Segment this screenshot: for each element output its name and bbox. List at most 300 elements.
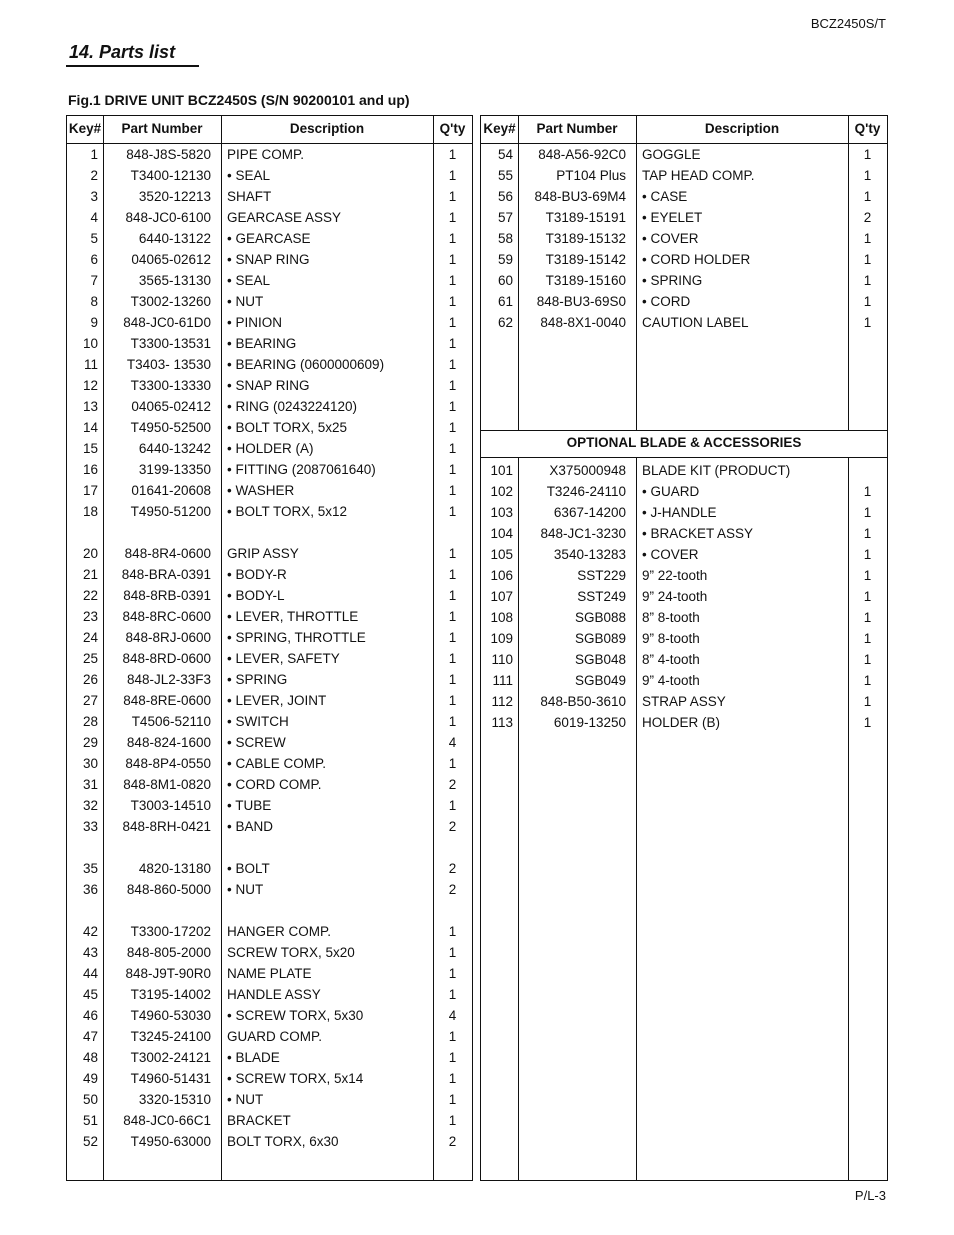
key-cell: 42	[82, 924, 98, 939]
description-cell: • LEVER, THROTTLE	[227, 609, 359, 624]
figure-title: Fig.1 DRIVE UNIT BCZ2450S (S/N 90200101 and up)	[68, 92, 410, 108]
qty-cell: 2	[448, 819, 457, 834]
description-cell: • BOLT TORX, 5x12	[227, 504, 348, 519]
qty-cell: 2	[863, 210, 872, 225]
description-cell: • CASE	[642, 189, 688, 204]
qty-cell: 1	[448, 483, 457, 498]
key-cell: 113	[491, 715, 513, 730]
key-cell: 101	[490, 463, 513, 478]
table-row	[67, 669, 472, 690]
key-cell: 15	[82, 441, 98, 456]
part-number-cell: T3189-15191	[545, 210, 626, 225]
key-cell: 108	[490, 610, 513, 625]
qty-cell: 1	[863, 315, 872, 330]
qty-cell: 1	[863, 715, 872, 730]
qty-cell: 1	[448, 630, 457, 645]
key-cell: 103	[490, 505, 513, 520]
part-number-cell: 3540-13283	[553, 547, 626, 562]
part-number-cell: 848-8RB-0391	[123, 588, 211, 603]
table-row	[481, 607, 887, 628]
key-cell: 20	[82, 546, 98, 561]
part-number-cell: T3300-17202	[130, 924, 211, 939]
key-cell: 26	[82, 672, 98, 687]
description-cell: BOLT TORX, 6x30	[227, 1134, 339, 1149]
table-row	[67, 1131, 472, 1152]
key-cell: 55	[497, 168, 513, 183]
qty-cell: 1	[448, 966, 457, 981]
key-cell: 13	[82, 399, 98, 414]
description-cell: SHAFT	[227, 189, 272, 204]
description-cell: • SNAP RING	[227, 378, 310, 393]
qty-cell: 1	[448, 1113, 457, 1128]
qty-cell: 1	[448, 714, 457, 729]
model-number: BCZ2450S/T	[810, 16, 886, 31]
table-row	[67, 333, 472, 354]
description-cell: • NUT	[227, 1092, 264, 1107]
qty-cell: 1	[863, 547, 872, 562]
part-number-cell: 848-8X1-0040	[540, 315, 626, 330]
description-cell: • LEVER, SAFETY	[227, 651, 340, 666]
qty-cell: 1	[448, 273, 457, 288]
qty-cell: 1	[448, 1029, 457, 1044]
table-row	[481, 291, 887, 312]
key-cell: 25	[82, 651, 98, 666]
table-row	[481, 628, 887, 649]
key-cell: 24	[82, 630, 98, 645]
part-number-cell: 848-8RD-0600	[122, 651, 211, 666]
description-cell: • J-HANDLE	[642, 505, 717, 520]
part-number-cell: T3002-13260	[130, 294, 211, 309]
description-cell: PIPE COMP.	[227, 147, 305, 162]
description-cell: • SCREW TORX, 5x14	[227, 1071, 364, 1086]
part-number-cell: 6367-14200	[553, 505, 626, 520]
qty-cell: 1	[448, 1071, 457, 1086]
description-cell: • SNAP RING	[227, 252, 310, 267]
table-row	[67, 438, 472, 459]
table-row	[67, 711, 472, 732]
part-number-cell: 848-JL2-33F3	[126, 672, 211, 687]
key-cell: 58	[497, 231, 513, 246]
description-cell: • EYELET	[642, 210, 703, 225]
table-row	[67, 459, 472, 480]
qty-cell: 1	[448, 210, 457, 225]
table-row	[481, 502, 887, 523]
part-number-cell: 848-8RJ-0600	[125, 630, 211, 645]
key-cell: 22	[82, 588, 98, 603]
description-cell: • SPRING	[642, 273, 703, 288]
key-cell: 17	[82, 483, 98, 498]
part-number-cell: SGB048	[574, 652, 626, 667]
description-cell: 8” 4-tooth	[642, 652, 700, 667]
qty-cell: 1	[448, 189, 457, 204]
description-cell: 9” 8-tooth	[642, 631, 700, 646]
qty-cell: 1	[863, 673, 872, 688]
description-cell: CAUTION LABEL	[642, 315, 749, 330]
key-cell: 2	[90, 168, 98, 183]
qty-cell: 1	[448, 798, 457, 813]
table-row	[67, 522, 472, 543]
table-row	[67, 207, 472, 228]
description-cell: GUARD COMP.	[227, 1029, 323, 1044]
key-cell: 56	[497, 189, 513, 204]
key-cell: 110	[491, 652, 513, 667]
qty-cell: 1	[863, 168, 872, 183]
qty-cell: 2	[448, 882, 457, 897]
part-number-cell: 848-860-5000	[126, 882, 211, 897]
table-row	[481, 186, 887, 207]
description-cell: • LEVER, JOINT	[227, 693, 327, 708]
table-row	[67, 774, 472, 795]
part-number-cell: T3403- 13530	[126, 357, 211, 372]
key-cell: 60	[497, 273, 513, 288]
table-row	[67, 228, 472, 249]
table-row	[481, 670, 887, 691]
table-row	[67, 837, 472, 858]
table-row	[67, 984, 472, 1005]
table-row	[67, 627, 472, 648]
description-cell: HOLDER (B)	[642, 715, 721, 730]
description-cell: • CORD HOLDER	[642, 252, 751, 267]
description-cell: • SWITCH	[227, 714, 289, 729]
description-cell: HANDLE ASSY	[227, 987, 321, 1002]
key-cell: 31	[82, 777, 98, 792]
header-description: Description	[704, 121, 780, 136]
key-cell: 8	[90, 294, 98, 309]
key-cell: 50	[82, 1092, 98, 1107]
part-number-cell: T3003-14510	[130, 798, 211, 813]
table-row	[67, 1047, 472, 1068]
table-row	[481, 544, 887, 565]
key-cell: 3	[90, 189, 98, 204]
qty-cell: 1	[448, 336, 457, 351]
qty-cell: 1	[448, 252, 457, 267]
key-cell: 43	[82, 945, 98, 960]
table-row	[481, 649, 887, 670]
table-row	[67, 144, 472, 165]
table-row	[67, 606, 472, 627]
part-number-cell: 04065-02412	[131, 399, 211, 414]
part-number-cell: T3300-13330	[130, 378, 211, 393]
table-row	[67, 585, 472, 606]
part-number-cell: 848-J8S-5820	[126, 147, 211, 162]
part-number-cell: 848-BU3-69M4	[534, 189, 626, 204]
table-row	[67, 690, 472, 711]
table-row	[67, 186, 472, 207]
key-cell: 16	[82, 462, 98, 477]
table-row	[67, 942, 472, 963]
description-cell: • BAND	[227, 819, 273, 834]
qty-cell: 1	[448, 945, 457, 960]
description-cell: 9” 24-tooth	[642, 589, 708, 604]
description-cell: BLADE KIT (PRODUCT)	[642, 463, 791, 478]
part-number-cell: T4960-53030	[130, 1008, 211, 1023]
part-number-cell: 01641-20608	[131, 483, 211, 498]
part-number-cell: SGB049	[574, 673, 626, 688]
part-number-cell: T3189-15132	[545, 231, 626, 246]
table-row	[481, 207, 887, 228]
table-row	[481, 312, 887, 333]
part-number-cell: T3300-13531	[130, 336, 211, 351]
header-key: Key#	[483, 121, 516, 136]
key-cell: 36	[82, 882, 98, 897]
description-cell: • BLADE	[227, 1050, 280, 1065]
description-cell: • BRACKET ASSY	[642, 526, 754, 541]
description-cell: SCREW TORX, 5x20	[227, 945, 355, 960]
table-row	[67, 1110, 472, 1131]
part-number-cell: PT104 Plus	[556, 168, 626, 183]
description-cell: • BODY-R	[227, 567, 287, 582]
table-row	[67, 396, 472, 417]
key-cell: 104	[490, 526, 513, 541]
qty-cell: 4	[448, 735, 457, 750]
key-cell: 6	[90, 252, 98, 267]
key-cell: 35	[82, 861, 98, 876]
table-row	[67, 753, 472, 774]
description-cell: • BOLT TORX, 5x25	[227, 420, 348, 435]
part-number-cell: 848-JC0-6100	[125, 210, 211, 225]
description-cell: • SEAL	[227, 168, 270, 183]
key-cell: 30	[82, 756, 98, 771]
description-cell: • RING (0243224120)	[227, 399, 358, 414]
part-number-cell: T3400-12130	[130, 168, 211, 183]
table-row	[67, 270, 472, 291]
key-cell: 107	[490, 589, 513, 604]
key-cell: 5	[90, 231, 98, 246]
part-number-cell: 848-J9T-90R0	[125, 966, 211, 981]
part-number-cell: T4506-52110	[131, 714, 211, 729]
table-row	[67, 543, 472, 564]
part-number-cell: 3199-13350	[138, 462, 211, 477]
qty-cell: 2	[448, 861, 457, 876]
part-number-cell: X375000948	[549, 463, 626, 478]
part-number-cell: T3245-24100	[130, 1029, 211, 1044]
qty-cell: 1	[448, 651, 457, 666]
description-cell: • HOLDER (A)	[227, 441, 314, 456]
description-cell: • FITTING (2087061640)	[227, 462, 376, 477]
key-cell: 51	[82, 1113, 98, 1128]
part-number-cell: 6440-13122	[138, 231, 211, 246]
part-number-cell: 3520-12213	[138, 189, 211, 204]
key-cell: 4	[90, 210, 98, 225]
description-cell: HANGER COMP.	[227, 924, 332, 939]
qty-cell: 1	[448, 399, 457, 414]
part-number-cell: SST249	[577, 589, 626, 604]
qty-cell: 1	[863, 147, 872, 162]
table-row	[481, 228, 887, 249]
key-cell: 105	[490, 547, 513, 562]
table-row	[67, 648, 472, 669]
part-number-cell: T4950-52500	[130, 420, 211, 435]
table-row	[67, 564, 472, 585]
part-number-cell: 848-JC0-61D0	[123, 315, 211, 330]
qty-cell: 1	[448, 168, 457, 183]
qty-cell: 1	[863, 568, 872, 583]
description-cell: • NUT	[227, 882, 264, 897]
table-row	[67, 1005, 472, 1026]
description-cell: • SCREW	[227, 735, 286, 750]
table-row	[481, 691, 887, 712]
qty-cell: 1	[448, 1092, 457, 1107]
table-row	[481, 165, 887, 186]
part-number-cell: 848-JC1-3230	[540, 526, 626, 541]
description-cell: • TUBE	[227, 798, 272, 813]
qty-cell: 1	[448, 231, 457, 246]
description-cell: NAME PLATE	[227, 966, 312, 981]
description-cell: • NUT	[227, 294, 264, 309]
key-cell: 102	[490, 484, 513, 499]
qty-cell: 1	[448, 357, 457, 372]
table-row	[67, 795, 472, 816]
part-number-cell: 6440-13242	[138, 441, 211, 456]
description-cell: GRIP ASSY	[227, 546, 299, 561]
section-title: 14. Parts list	[69, 42, 176, 62]
description-cell: • BEARING (0600000609)	[227, 357, 385, 372]
part-number-cell: T4960-51431	[130, 1071, 211, 1086]
part-number-cell: 848-8R4-0600	[124, 546, 211, 561]
part-number-cell: 848-8RC-0600	[122, 609, 211, 624]
table-row	[481, 565, 887, 586]
qty-cell: 1	[448, 294, 457, 309]
table-row	[67, 1026, 472, 1047]
part-number-cell: 04065-02612	[131, 252, 211, 267]
key-cell: 49	[82, 1071, 98, 1086]
qty-cell: 1	[863, 189, 872, 204]
description-cell: • SPRING, THROTTLE	[227, 630, 366, 645]
key-cell: 112	[491, 694, 513, 709]
qty-cell: 1	[863, 526, 872, 541]
qty-cell: 1	[863, 294, 872, 309]
table-header	[67, 116, 472, 144]
description-cell: • SPRING	[227, 672, 288, 687]
key-cell: 11	[83, 357, 98, 372]
table-row	[67, 900, 472, 921]
part-number-cell: 848-8RE-0600	[123, 693, 211, 708]
qty-cell: 1	[448, 378, 457, 393]
table-row	[67, 375, 472, 396]
table-row	[67, 858, 472, 879]
description-cell: • BOLT	[227, 861, 270, 876]
description-cell: • GUARD	[642, 484, 700, 499]
description-cell: • SEAL	[227, 273, 270, 288]
table-row	[67, 480, 472, 501]
part-number-cell: SST229	[577, 568, 626, 583]
key-cell: 9	[90, 315, 98, 330]
part-number-cell: 848-8P4-0550	[125, 756, 211, 771]
description-cell: • CORD	[642, 294, 691, 309]
key-cell: 44	[82, 966, 98, 981]
table-row	[67, 249, 472, 270]
qty-cell: 1	[448, 441, 457, 456]
header-key: Key#	[68, 121, 102, 136]
qty-cell: 1	[448, 315, 457, 330]
key-cell: 28	[82, 714, 98, 729]
table-row	[67, 501, 472, 522]
qty-cell: 1	[448, 567, 457, 582]
qty-cell: 1	[863, 505, 872, 520]
key-cell: 59	[497, 252, 513, 267]
part-number-cell: T3195-14002	[130, 987, 211, 1002]
part-number-cell: 848-B50-3610	[540, 694, 626, 709]
table-row	[67, 291, 472, 312]
qty-cell: 1	[448, 588, 457, 603]
table-row	[481, 481, 887, 502]
table-row	[67, 417, 472, 438]
qty-cell: 2	[448, 777, 457, 792]
table-row	[67, 732, 472, 753]
qty-cell: 1	[863, 652, 872, 667]
header-qty: Q'ty	[439, 121, 466, 136]
key-cell: 109	[490, 631, 513, 646]
part-number-cell: SGB088	[574, 610, 626, 625]
description-cell: GOGGLE	[642, 147, 701, 162]
part-number-cell: T3246-24110	[546, 484, 626, 499]
description-cell: BRACKET	[227, 1113, 291, 1128]
table-row	[481, 523, 887, 544]
page-number: P/L-3	[854, 1188, 886, 1203]
part-number-cell: 848-8M1-0820	[123, 777, 211, 792]
key-cell: 45	[82, 987, 98, 1002]
header-description: Description	[289, 121, 365, 136]
part-number-cell: 3320-15310	[138, 1092, 211, 1107]
key-cell: 62	[497, 315, 513, 330]
qty-cell: 1	[448, 504, 457, 519]
header-part-number: Part Number	[121, 121, 203, 136]
qty-cell: 1	[448, 609, 457, 624]
title-underline	[66, 65, 199, 67]
part-number-cell: 848-BRA-0391	[121, 567, 211, 582]
table-row	[67, 816, 472, 837]
table-row	[481, 249, 887, 270]
part-number-cell: 848-BU3-69S0	[536, 294, 626, 309]
key-cell: 32	[82, 798, 98, 813]
table-row	[481, 144, 887, 165]
table-row	[67, 963, 472, 984]
qty-cell: 1	[863, 694, 872, 709]
parts-table-left	[66, 115, 473, 1181]
qty-cell: 1	[448, 147, 457, 162]
part-number-cell: 848-805-2000	[126, 945, 211, 960]
key-cell: 1	[90, 147, 98, 162]
key-cell: 54	[497, 147, 513, 162]
key-cell: 14	[82, 420, 98, 435]
optional-section-heading: OPTIONAL BLADE & ACCESSORIES	[481, 430, 887, 458]
qty-cell: 1	[448, 693, 457, 708]
key-cell: 12	[82, 378, 98, 393]
parts-table-right	[480, 115, 888, 1181]
description-cell: STRAP ASSY	[642, 694, 726, 709]
description-cell: • CORD COMP.	[227, 777, 322, 792]
qty-cell: 1	[448, 672, 457, 687]
key-cell: 23	[82, 609, 98, 624]
qty-cell: 1	[863, 610, 872, 625]
qty-cell: 1	[448, 420, 457, 435]
key-cell: 21	[82, 567, 98, 582]
table-row	[67, 312, 472, 333]
key-cell: 61	[497, 294, 513, 309]
qty-cell: 1	[863, 589, 872, 604]
description-cell: • BODY-L	[227, 588, 285, 603]
part-number-cell: T3002-24121	[130, 1050, 211, 1065]
key-cell: 111	[492, 673, 513, 688]
description-cell: • COVER	[642, 547, 699, 562]
table-row	[67, 879, 472, 900]
part-number-cell: 848-824-1600	[126, 735, 211, 750]
description-cell: 9” 4-tooth	[642, 673, 700, 688]
header-part-number: Part Number	[536, 121, 618, 136]
part-number-cell: T3189-15160	[545, 273, 626, 288]
qty-cell: 4	[448, 1008, 457, 1023]
key-cell: 52	[82, 1134, 98, 1149]
